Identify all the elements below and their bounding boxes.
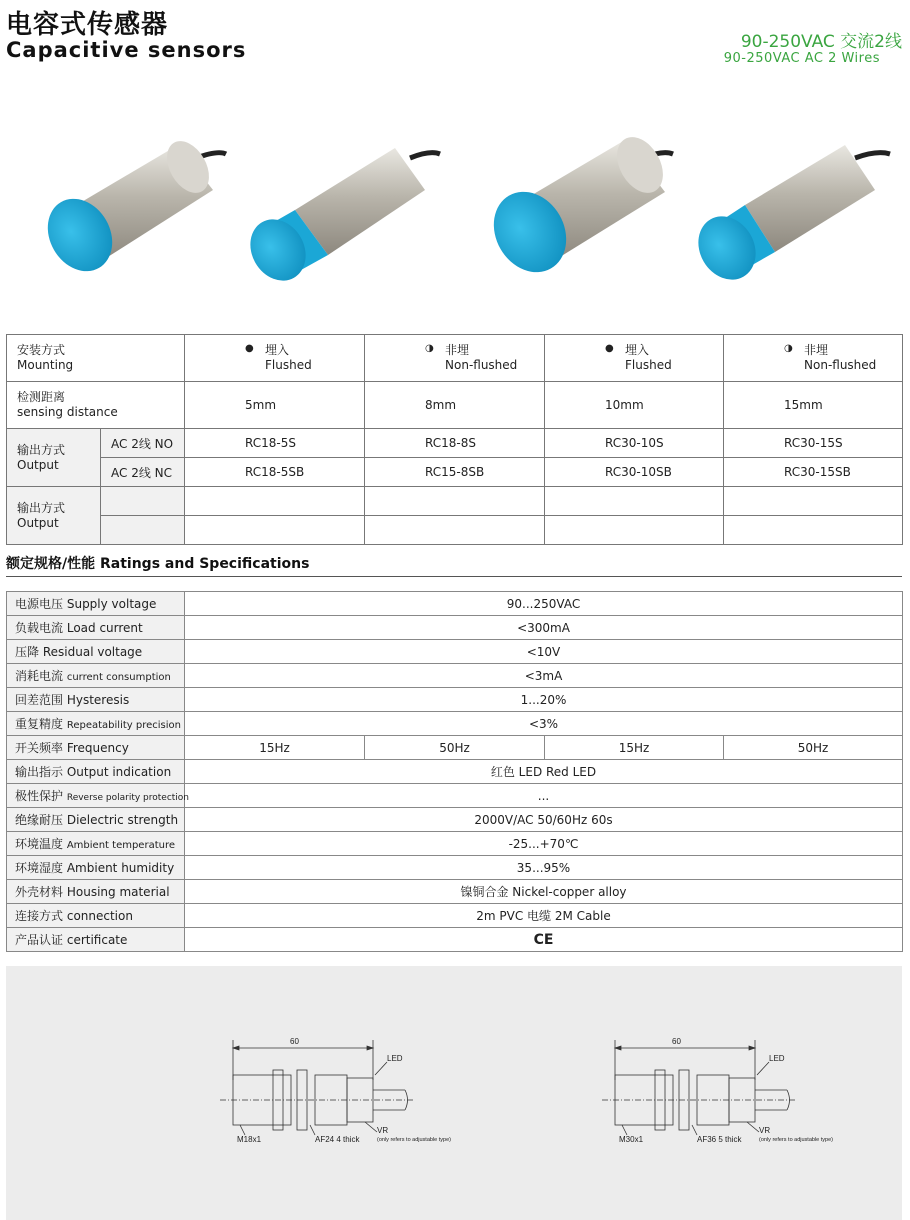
empty-cell [545,516,724,545]
thread-label: M18x1 [237,1135,262,1144]
spec-row [7,856,903,880]
empty-cell [185,487,365,516]
spec-label: 环境温度 Ambient temperature [7,832,185,856]
spec-row [7,592,903,616]
spec-label: 产品认证 certificate [7,928,185,952]
spec-label: 外壳材料 Housing material [7,880,185,904]
spec-value: 35...95% [185,856,903,880]
spec-value: <300mA [185,616,903,640]
ce-mark-icon: CE [185,928,903,952]
model-no: RC30-10S [545,429,724,458]
model-nc: RC30-10SB [545,458,724,487]
freq-value: 50Hz [724,736,903,760]
spec-label: 环境湿度 Ambient humidity [7,856,185,880]
model-no: RC30-15S [724,429,903,458]
spec-label: 绝缘耐压 Dielectric strength [7,808,185,832]
model-table [6,334,903,545]
distance-label: 检测距离 sensing distance [7,382,185,429]
distance-value: 5mm [185,382,365,429]
spec-label: 压降 Residual voltage [7,640,185,664]
ac-nc-label: AC 2线 NC [101,458,185,487]
empty-cell [365,487,545,516]
spec-row [7,760,903,784]
spec-label: 极性保护 Reverse polarity protection [7,784,185,808]
spec-row [7,688,903,712]
model-nc: RC30-15SB [724,458,903,487]
spec-row [7,664,903,688]
led-label: LED [387,1054,403,1063]
dimension-drawing-m18 [215,1030,515,1150]
ratings-divider [6,576,902,577]
spec-row [7,904,903,928]
freq-value: 15Hz [545,736,724,760]
spec-row [7,832,903,856]
spec-table [6,591,903,952]
freq-value: 15Hz [185,736,365,760]
empty-cell [724,516,903,545]
empty-cell [365,516,545,545]
vr-note: (only refers to adjustable type) [759,1137,833,1143]
dimension-drawing-m30 [597,1030,897,1150]
voltage-sublabel: 90-250VAC AC 2 Wires [723,51,880,66]
model-nc: RC18-5SB [185,458,365,487]
spec-value: 红色 LED Red LED [185,760,903,784]
sensor-image-rc18-flushed [28,110,248,310]
spec-row-certificate [7,928,903,952]
output-label: 输出方式 Output [7,429,101,487]
product-images [0,110,910,310]
freq-value: 50Hz [365,736,545,760]
spec-value: <3% [185,712,903,736]
model-nc: RC15-8SB [365,458,545,487]
mounting-col-3: ● 埋入 Flushed [545,335,724,382]
ratings-title: 额定规格/性能 Ratings and Specifications [6,556,310,572]
spec-value: <3mA [185,664,903,688]
spec-value: 镍铜合金 Nickel-copper alloy [185,880,903,904]
model-no: RC18-8S [365,429,545,458]
mounting-col-4: ◑ 非埋 Non-flushed [724,335,903,382]
sensor-image-rc18-nonflushed [250,110,470,310]
sensor-image-rc30-nonflushed [695,110,910,310]
empty-cell [101,516,185,545]
spec-row [7,712,903,736]
ac-no-label: AC 2线 NO [101,429,185,458]
spec-label: 回差范围 Hysteresis [7,688,185,712]
model-no: RC18-5S [185,429,365,458]
spec-row [7,784,903,808]
led-label: LED [769,1054,785,1063]
spec-label: 开关频率 Frequency [7,736,185,760]
spec-row-frequency [7,736,903,760]
spec-value: 2m PVC 电缆 2M Cable [185,904,903,928]
spec-label: 输出指示 Output indication [7,760,185,784]
distance-value: 15mm [724,382,903,429]
spec-label: 消耗电流 current consumption [7,664,185,688]
spec-row [7,808,903,832]
voltage-label: 90-250VAC 交流2线 [740,32,902,52]
page-title-cn: 电容式传感器 [6,10,169,40]
vr-note: (only refers to adjustable type) [377,1137,451,1143]
spec-row [7,616,903,640]
spec-value: <10V [185,640,903,664]
spec-label: 负载电流 Load current [7,616,185,640]
vr-label: VR [377,1126,389,1135]
spec-value: 1...20% [185,688,903,712]
spec-value: 2000V/AC 50/60Hz 60s [185,808,903,832]
output-label-2: 输出方式 Output [7,487,101,545]
spec-row [7,880,903,904]
empty-cell [545,487,724,516]
mounting-col-1: ● 埋入 Flushed [185,335,365,382]
dim-length-label: 60 [672,1037,681,1046]
spec-value: 90...250VAC [185,592,903,616]
spec-value: -25...+70℃ [185,832,903,856]
mounting-col-2: ◑ 非埋 Non-flushed [365,335,545,382]
dim-length-label: 60 [290,1037,299,1046]
distance-value: 10mm [545,382,724,429]
nut-label: AF24 4 thick [315,1135,360,1144]
sensor-image-rc30-flushed [475,110,695,310]
empty-cell [101,487,185,516]
empty-cell [724,487,903,516]
spec-label: 连接方式 connection [7,904,185,928]
thread-label: M30x1 [619,1135,644,1144]
spec-row [7,640,903,664]
distance-value: 8mm [365,382,545,429]
nut-label: AF36 5 thick [697,1135,742,1144]
page-title-en: Capacitive sensors [6,38,247,62]
mounting-label: 安装方式 Mounting [7,335,185,382]
spec-label: 电源电压 Supply voltage [7,592,185,616]
vr-label: VR [759,1126,771,1135]
spec-value: ... [185,784,903,808]
spec-label: 重复精度 Repeatability precision [7,712,185,736]
empty-cell [185,516,365,545]
